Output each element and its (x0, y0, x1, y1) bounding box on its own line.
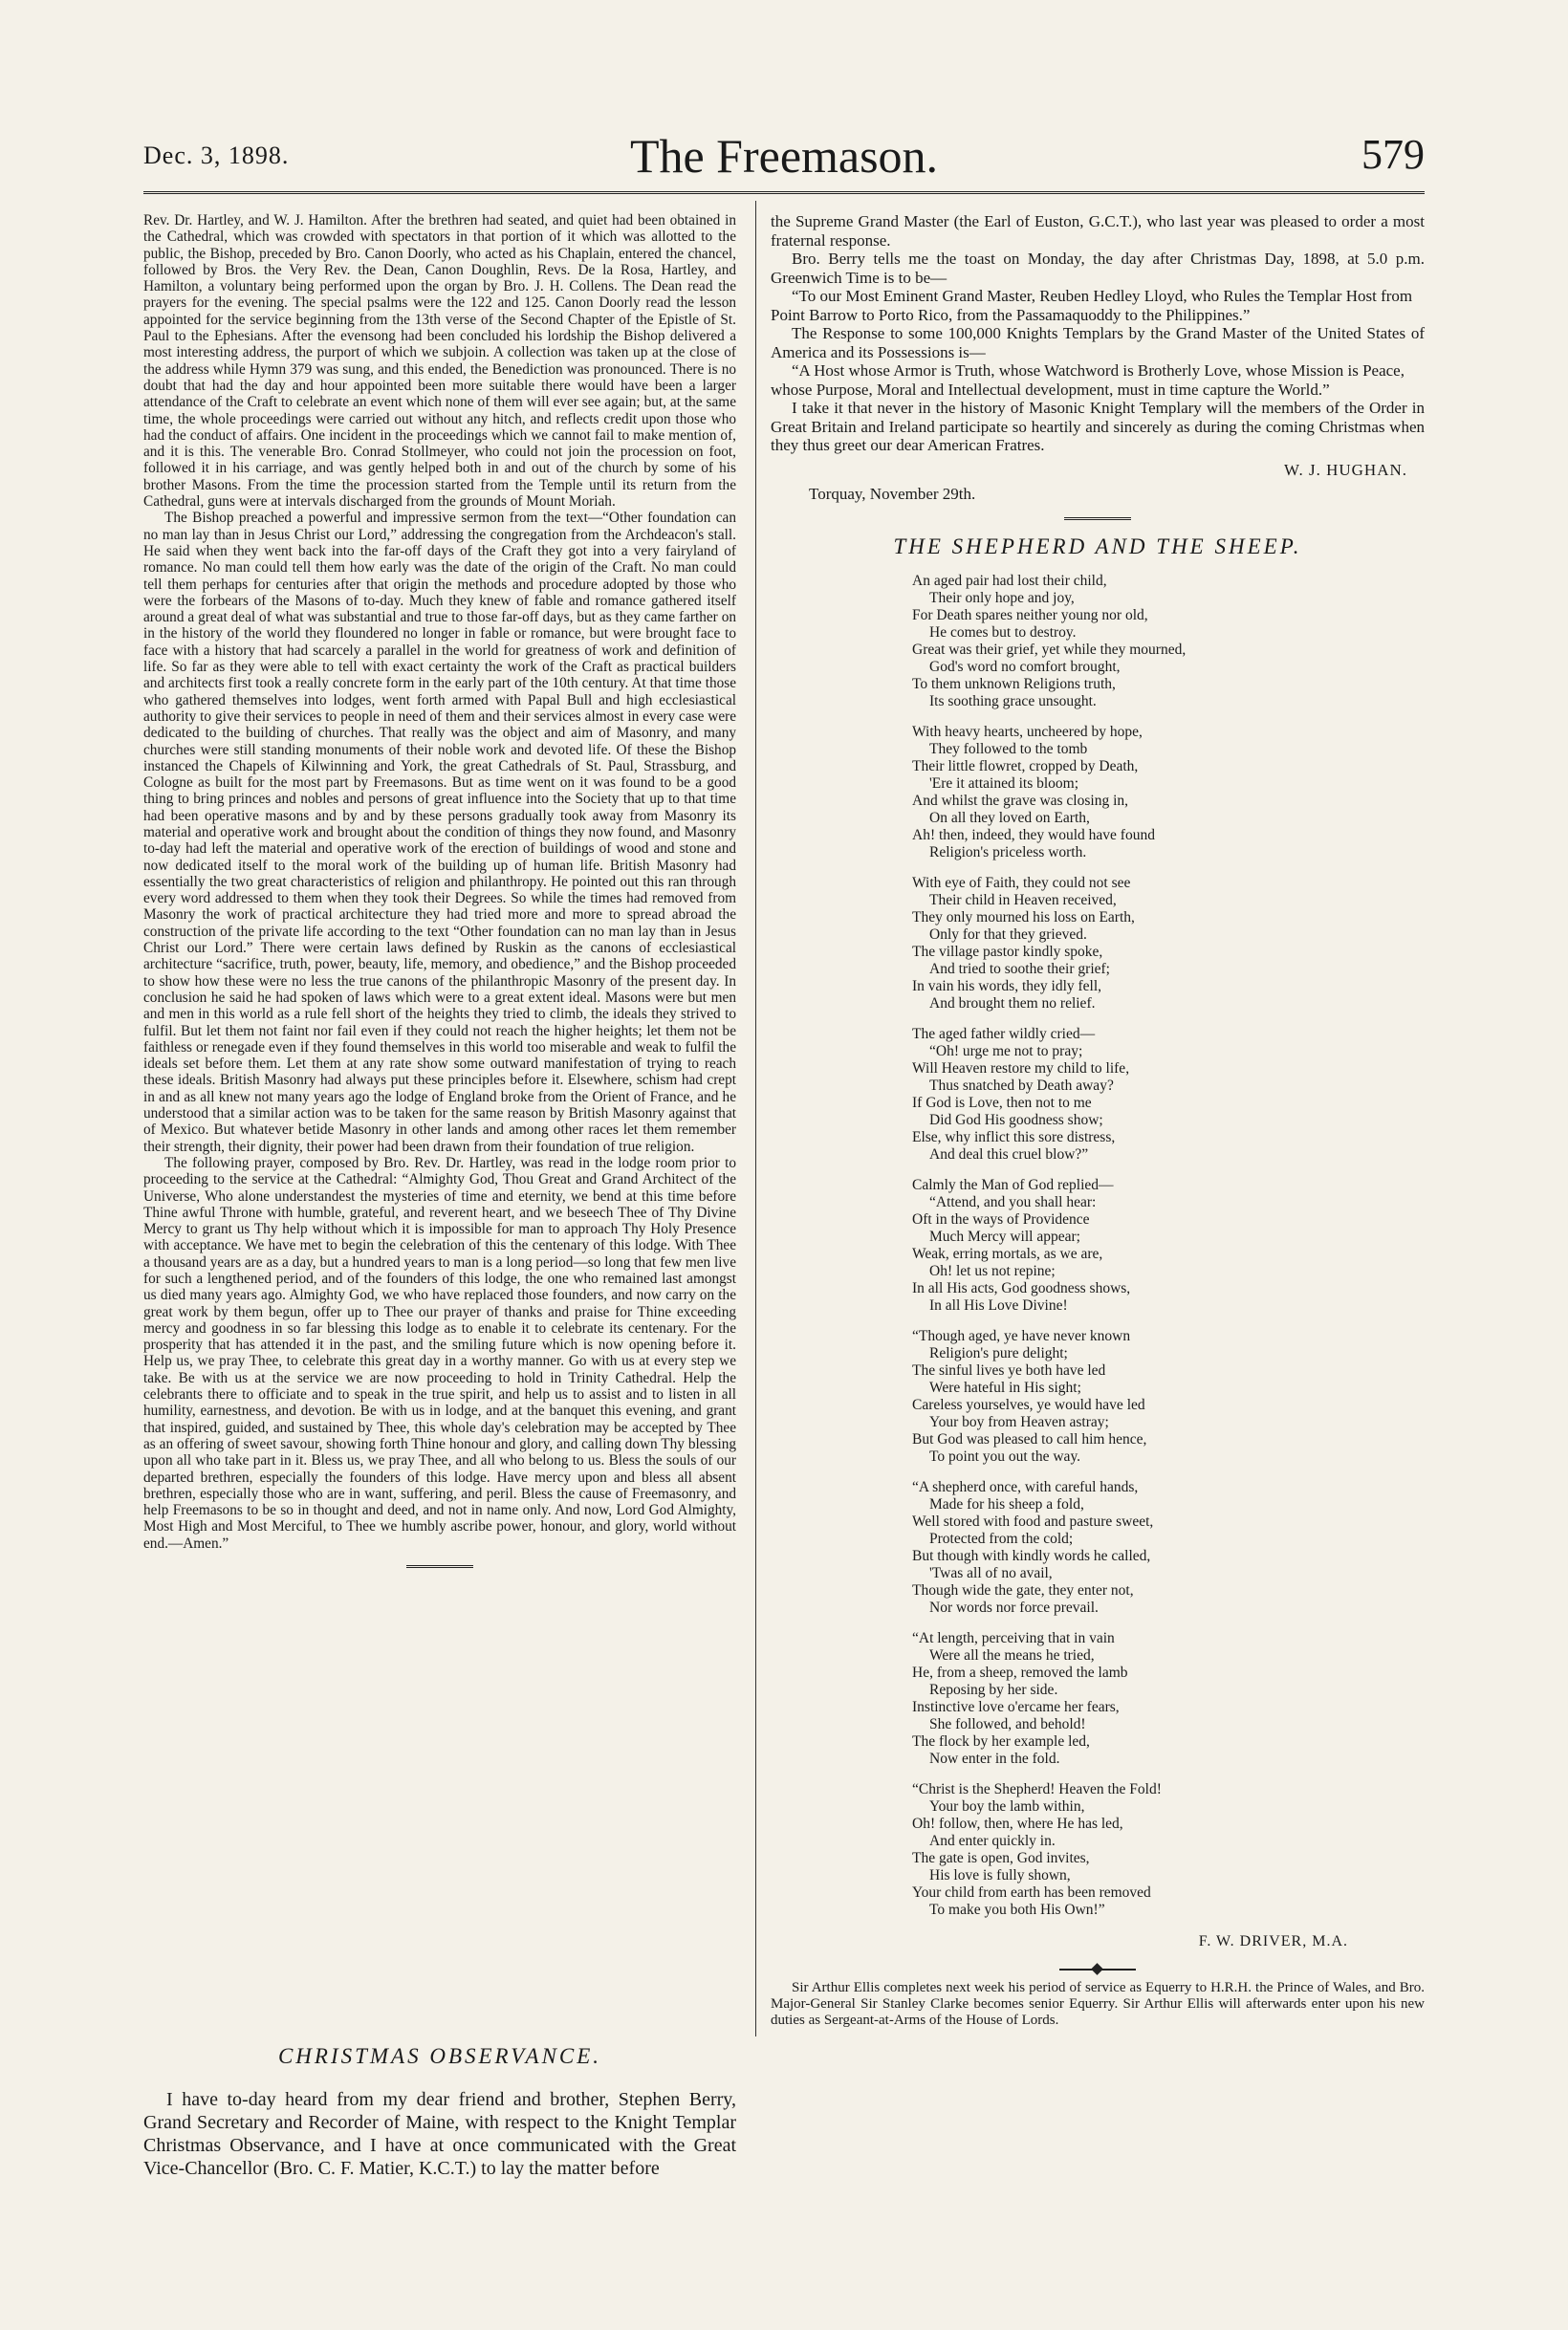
poem-line: Will Heaven restore my child to life, (912, 1060, 1130, 1077)
poem-line: In all His Love Divine! (929, 1297, 1068, 1314)
poem-line: And deal this cruel blow?” (929, 1146, 1089, 1163)
article-paragraph: Rev. Dr. Hartley, and W. J. Hamilton. After the brethren had seated, and quiet had been obtained in the Cathedral, which was crowded with spectators in that portion of it which was allotted to the public, the Bishop, preceded by Bro. Canon Doorly, who acted as his Chaplain, entered the chancel, followed by Bros. the Very Rev. the Dean, Canon Doughlin, Revs. De la Rosa, Hartley, and Hamilton, a voluntary being performed upon the organ by Bro. J. H. Collens. The Dean read the prayers for the evening. The special psalms were the 122 and 125. Canon Doorly read the lesson appointed for the service beginning from the 13th verse of the Second Chapter of the Epistle of St. Paul to the Ephesians. After the evensong had been concluded his lordship the Bishop delivered a most interesting address, the purport of which we subjoin. A collection was taken up at the close of the address while Hymn 379 was sung, and this ended, the Benediction was pronounced. There is no doubt that had the day and hour appointed been more suitable there would have been a larger attendance of the Craft to celebrate an event which none of them will ever see again; but, at the same time, the whole proceedings were carried out without any hitch, and reflects credit upon those who had the conduct of affairs. One incident in the proceedings which we cannot fail to make mention of, and it is this. The venerable Bro. Conrad Stollmeyer, who could not join the procession on foot, followed it in his carriage, and was gently helped both in and out of the church by some of his brother Masons. From the time the procession started from the Temple until its return from the Cathedral, guns were at intervals discharged from the grounds of Mount Moriah. (143, 212, 736, 511)
poem-line: Well stored with food and pasture sweet, (912, 1513, 1154, 1530)
poem-line: Only for that they grieved. (929, 926, 1087, 943)
response-quote: “A Host whose Armor is Truth, whose Watchword is Brotherly Love, whose Mission is Peace, whose Purpose, Moral and Intellectual development, must in time capture the World.” (771, 361, 1405, 399)
poem-line: “Oh! urge me not to pray; (929, 1043, 1083, 1059)
section-rule (406, 1565, 473, 1568)
issue-date: Dec. 3, 1898. (143, 142, 290, 169)
poem-stanza (912, 573, 1425, 710)
news-note: Sir Arthur Ellis completes next week his period of service as Equerry to H.R.H. the Prince of Wales, and Bro. Major-General Sir Stanley Clarke becomes senior Equerry. Sir Arthur Ellis will afterwards enter upon his new duties as Sergeant-at-Arms of the House of Lords. (771, 1979, 1425, 2028)
poem-line: Much Mercy will appear; (929, 1229, 1080, 1245)
poem-line: They followed to the tomb (929, 741, 1088, 757)
poem-line: Their little flowret, cropped by Death, (912, 758, 1139, 774)
poem-line: “Though aged, ye have never known (912, 1328, 1131, 1344)
article-paragraph: The following prayer, composed by Bro. Rev. Dr. Hartley, was read in the lodge room prior to proceeding to the service at the Cathedral: “Almighty God, Thou Great and Grand Architect of the Universe, Who alone understandest the mysteries of time and eternity, we bend at this time before Thine awful Throne with humble, grateful, and reverent heart, and we beseech Thee of Thy Divine Mercy to grant us Thy help without which it is impossible for man to approach Thy Holy Presence with acceptance. We have met to begin the celebration of this the centenary of this lodge. With Thee a thousand years are as a day, but a hundred years to man is a long period—so long that few men live for such a lengthened period, and of the founders of this lodge, the one who remained last amongst us died many years ago. Almighty God, we who have replaced those founders, and now carry on the great work by them begun, offer up to Thee our prayer of thanks and praise for Thine exceeding mercy and goodness in so far blessing this lodge as to enable it to celebrate its centenary. For the prosperity that has attended it in the past, and the smiling future which is now opening before it. Help us, we pray Thee, to celebrate this great day in a worthy manner. Go with us at every step we take. Be with us at the service we are now proceeding to hold in Trinity Cathedral. Help the celebrants there to officiate and to speak in the true spirit, and help us to assist and to listen in all humility, earnestness, and devotion. Be with us in lodge, and at the banquet this evening, and grant that inspired, guided, and sustained by Thee, this whole day's celebration may be accepted by Thee as an offering of sweet savour, showing forth Thine honour and glory, and calling down Thy blessing upon all who take part in it. Bless us, we pray Thee, and all who belong to us. Bless the souls of our departed brethren, especially the founders of this lodge. Have mercy upon and bless all absent brethren, especially those who are in want, suffering, and peril. Bless the cause of Freemasonry, and help Freemasons to be so in thought and deed, and not in name only. And now, Lord God Almighty, Most High and Most Merciful, to Thee we humbly ascribe power, honour, and glory, world without end.—Amen.” (143, 1154, 736, 1552)
poem-line: Made for his sheep a fold, (929, 1496, 1084, 1513)
poem-line: Were hateful in His sight; (929, 1380, 1081, 1396)
left-column (143, 212, 736, 1568)
poem-line: The village pastor kindly spoke, (912, 944, 1103, 960)
poem-line: And brought them no relief. (929, 995, 1096, 1012)
poem-line: Thus snatched by Death away? (929, 1078, 1114, 1094)
poem-line: With eye of Faith, they could not see (912, 875, 1131, 891)
poem-line: Your child from earth has been removed (912, 1884, 1151, 1901)
poem-line: The sinful lives ye both have led (912, 1362, 1106, 1379)
poem-line: But though with kindly words he called, (912, 1548, 1151, 1564)
dateline: Torquay, November 29th. (809, 485, 976, 503)
poem-line: The gate is open, God invites, (912, 1850, 1090, 1866)
poem-line: And enter quickly in. (929, 1833, 1056, 1849)
poem-line: Though wide the gate, they enter not, (912, 1582, 1134, 1599)
poem-line: His love is fully shown, (929, 1867, 1071, 1884)
poem-line: In vain his words, they idly fell, (912, 978, 1102, 994)
poem-signature: F. W. DRIVER, M.A. (1198, 1933, 1348, 1949)
poem-line: With heavy hearts, uncheered by hope, (912, 724, 1143, 740)
poem-line: For Death spares neither young nor old, (912, 607, 1148, 623)
poem-line: Weak, erring mortals, as we are, (912, 1246, 1103, 1262)
poem-line: Religion's pure delight; (929, 1345, 1068, 1361)
poem-line: Instinctive love o'ercame her fears, (912, 1699, 1120, 1715)
article-paragraph: the Supreme Grand Master (the Earl of Euston, G.C.T.), who last year was pleased to order a most fraternal response. (771, 212, 1425, 250)
poem-line: Oh! let us not repine; (929, 1263, 1056, 1279)
article-paragraph: I take it that never in the history of Masonic Knight Templary will the members of the Order in Great Britain and Ireland participate so heartily and sincerely as during the coming Christmas when they thus greet our dear American Fratres. (771, 399, 1425, 454)
poem-line: Reposing by her side. (929, 1682, 1058, 1698)
poem-line: “Attend, and you shall hear: (929, 1194, 1097, 1210)
poem-line: Their only hope and joy, (929, 590, 1075, 606)
poem-line: Oh! follow, then, where He has led, (912, 1816, 1123, 1832)
poem-line: And whilst the grave was closing in, (912, 793, 1129, 809)
poem-stanza (912, 1479, 1425, 1617)
poem-line: “Christ is the Shepherd! Heaven the Fold! (912, 1781, 1162, 1797)
poem-line: Its soothing grace unsought. (929, 693, 1097, 709)
poem-stanza (912, 1328, 1425, 1466)
poem-stanza (912, 1026, 1425, 1164)
poem-line: Ah! then, indeed, they would have found (912, 827, 1155, 843)
poem-line: They only mourned his loss on Earth, (912, 909, 1135, 925)
poem-line: Did God His goodness show; (929, 1112, 1103, 1128)
poem-stanza (912, 724, 1425, 861)
poem-line: “At length, perceiving that in vain (912, 1630, 1115, 1646)
poem-line: 'Twas all of no avail, (929, 1565, 1053, 1581)
poem-line: If God is Love, then not to me (912, 1095, 1092, 1111)
poem-line: Were all the means he tried, (929, 1647, 1095, 1664)
author-signature: W. J. HUGHAN. (1283, 460, 1407, 479)
poem-line: Religion's priceless worth. (929, 844, 1087, 860)
poem-line: Calmly the Man of God replied— (912, 1177, 1114, 1193)
article-paragraph: The Bishop preached a powerful and impressive sermon from the text—“Other foundation can no man lay than in Jesus Christ our Lord,” addressing the congregation from the Archdeacon's stall. He said when they went back into the far-off days of the Craft they got into a very fairyland of romance. No man could tell them how early was the date of the origin of the Craft. No man could tell them perhaps for centuries after that origin the methods and procedure adopted by those who were the forbears of the Masons of to-day. Much they knew of fable and romance gathered itself around a great deal of what was substantial and true to those far-off days, but as they came farther on in the history of the world they floundered no longer in fable or romance, but were brought face to face with a history that had scarcely a parallel in the world for greatness of work and definition of life. So far as they were able to tell with exact certainty the work of the Craft as practical builders and architects first took a really concrete form in the early part of the 10th century. At that time those who gathered themselves into lodges, went forth armed with Papal Bull and high ecclesiastical authority to give their services to people in need of them and their services almost in every case were dedicated to the building of churches. That really was the object and aim of Masonry, and many churches were still standing monuments of their noble work and devoted life. Of these the Bishop instanced the Chapels of Kilwinning and York, the great Cathedrals of St. Paul, Strassburg, and Cologne as built for the most part by Freemasons. But as time went on it was found to be a good thing to bring princes and nobles and persons of great influence into the Society that up to that time had been operative masons and by and by these persons gradually took away from Masonry its material and operative work and brought about the condition of things they now found, and Masonry to-day had left the material and operative work of the erection of buildings of wood and stone and now dedicated itself to the moral work of the building up of human life. British Masonry had essentially the two great characteristics of religion and philanthropy. He pointed out this ran through every word addressed to them when they took their Degrees. So while the times had removed from Masonry the work of practical architecture they had tried more and more to spread abroad the construction of the private life according to the text “Other foundation can no man lay than in Jesus Christ our Lord.” There were certain laws defined by Ruskin as the canons of ecclesiastical architecture “sacrifice, truth, power, beauty, life, memory, and obedience,” and the Bishop proceeded to show how these were no less the true canons of the philanthropic Masonry of the present day. In conclusion he said he had spoken of laws which were to a great extent ideal. Masons were but men and men in this world as a rule fell short of the heights they tried to climb, the ideals they strived to fulfil. But let them not faint nor fail even if they could not reach the higher heights; let them not be faithless or renegade even if they found themselves in this world too miserable and weak to fulfil the ideals set before them. Let them at any rate show some outward manifestation of trying to reach these ideals. British Masonry had always put these principles before it. Elsewhere, schism had crept in and as all knew not many years ago the lodge of England broke from the Orient of France, and he understood that a similar action was to be taken for the same reason by British Masonry against that of Mexico. But whatever betide Masonry in other lands and among other races let them remember their strength, their dignity, their power had been drawn from their foundation of true religion. (143, 510, 736, 1155)
right-column (771, 212, 1425, 2029)
ornament-divider (1059, 1969, 1136, 1971)
poem-line: On all they loved on Earth, (929, 810, 1090, 826)
poem-title: THE SHEPHERD AND THE SHEEP. (893, 534, 1302, 558)
article-paragraph: Bro. Berry tells me the toast on Monday, the day after Christmas Day, 1898, at 5.0 p.m. Greenwich Time is to be— (771, 250, 1425, 287)
poem-line: Else, why inflict this sore distress, (912, 1129, 1116, 1145)
poem-line: Great was their grief, yet while they mourned, (912, 642, 1187, 658)
poem-line: Protected from the cold; (929, 1531, 1074, 1547)
column-divider (755, 201, 756, 2036)
poem-line: Careless yourselves, ye would have led (912, 1397, 1145, 1413)
poem-line: To make you both His Own!” (929, 1902, 1105, 1918)
poem-line: Their child in Heaven received, (929, 892, 1117, 908)
poem-line: In all His acts, God goodness shows, (912, 1280, 1131, 1296)
poem-stanza (912, 1781, 1425, 1919)
poem-stanza (912, 1630, 1425, 1768)
poem-line: To them unknown Religions truth, (912, 676, 1116, 692)
poem-line: 'Ere it attained its bloom; (929, 775, 1079, 792)
masthead (143, 129, 1425, 189)
poem-line: Your boy the lamb within, (929, 1798, 1085, 1815)
poem-line: To point you out the way. (929, 1448, 1081, 1465)
poem-line: Now enter in the fold. (929, 1751, 1060, 1767)
toast-quote: “To our Most Eminent Grand Master, Reuben Hedley Lloyd, who Rules the Templar Host from Point Barrow to Porto Rico, from the Passamaquoddy to the Philippines.” (771, 287, 1413, 324)
page-number: 579 (1361, 131, 1425, 178)
poem-line: God's word no comfort brought, (929, 659, 1121, 675)
newspaper-title: The Freemason. (629, 129, 939, 183)
poem-line: Nor words nor force prevail. (929, 1600, 1099, 1616)
article-paragraph: The Response to some 100,000 Knights Templars by the Grand Master of the United States of America and its Possessions is— (771, 324, 1425, 361)
section-rule (1064, 517, 1131, 520)
poem-line: He comes but to destroy. (929, 624, 1077, 641)
poem-line: She followed, and behold! (929, 1716, 1086, 1732)
poem-line: The aged father wildly cried— (912, 1026, 1096, 1042)
poem-stanza (912, 875, 1425, 1013)
christmas-observance-section (143, 2038, 736, 2180)
poem (912, 573, 1425, 1919)
article-paragraph: I have to-day heard from my dear friend and brother, Stephen Berry, Grand Secretary and Recorder of Maine, with respect to the Knight Templar Christmas Observance, and I have at once communicated with the Great Vice-Chancellor (Bro. C. F. Matier, K.C.T.) to lay the matter before (143, 2089, 736, 2179)
poem-line: And tried to soothe their grief; (929, 961, 1110, 977)
poem-line: Your boy from Heaven astray; (929, 1414, 1109, 1430)
section-title: CHRISTMAS OBSERVANCE. (277, 2044, 602, 2068)
poem-line: He, from a sheep, removed the lamb (912, 1665, 1128, 1681)
poem-line: “A shepherd once, with careful hands, (912, 1479, 1139, 1495)
masthead-rule (143, 191, 1425, 194)
poem-line: An aged pair had lost their child, (912, 573, 1107, 589)
poem-line: Oft in the ways of Providence (912, 1211, 1090, 1228)
poem-line: The flock by her example led, (912, 1733, 1090, 1750)
poem-line: But God was pleased to call him hence, (912, 1431, 1147, 1448)
poem-stanza (912, 1177, 1425, 1315)
